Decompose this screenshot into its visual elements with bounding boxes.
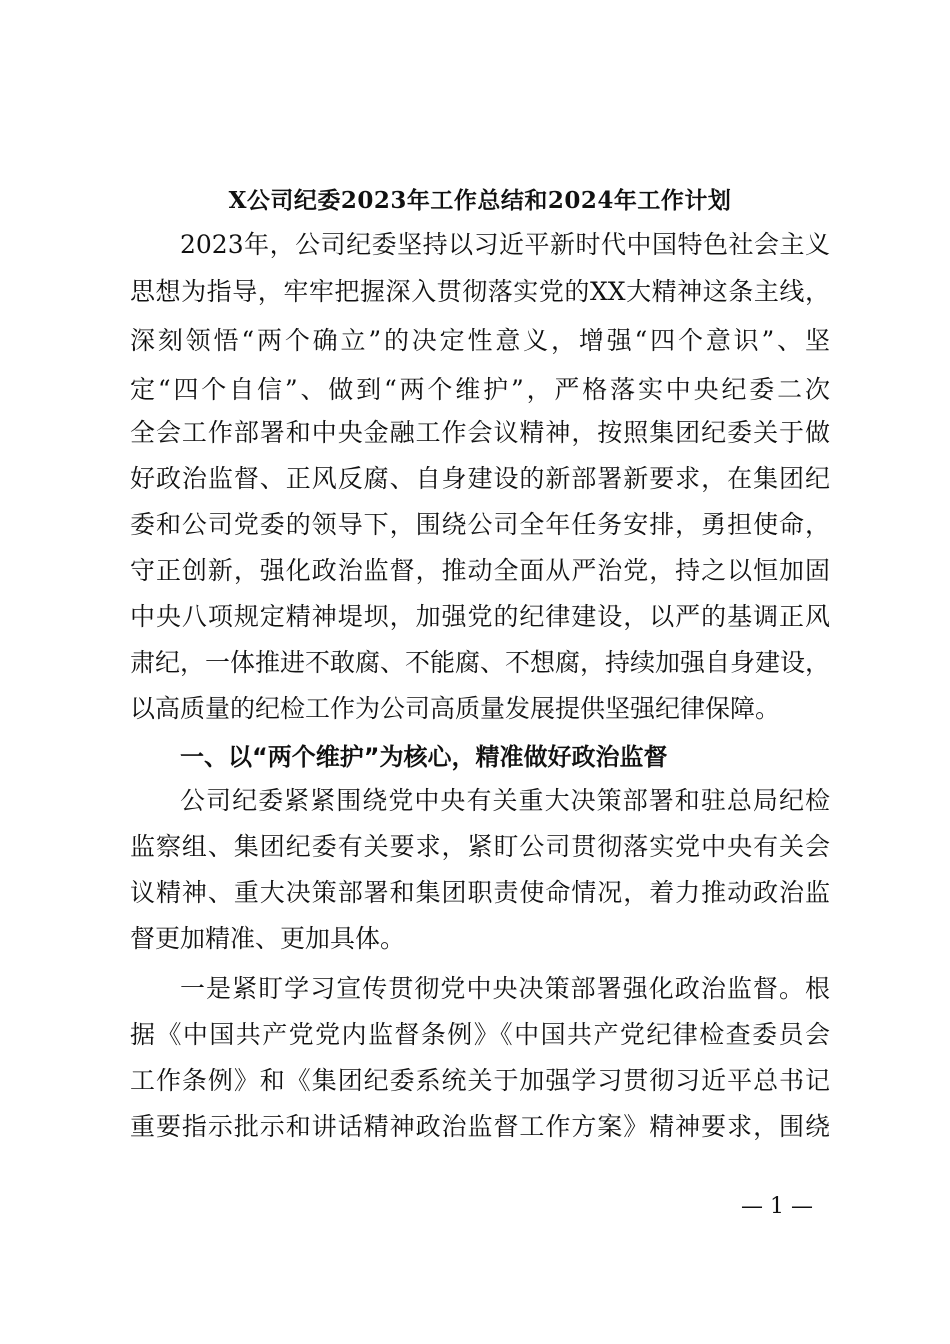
paragraph-line: 督更加精准、更加具体。 bbox=[130, 924, 406, 953]
paragraph-line: 全会工作部署和中央金融工作会议精神，按照集团纪委关于做 bbox=[130, 418, 830, 447]
paragraph-line: 公司纪委紧紧围绕党中央有关重大决策部署和驻总局纪检 bbox=[180, 786, 830, 815]
paragraph-line: 以高质量的纪检工作为公司高质量发展提供坚强纪律保障。 bbox=[130, 694, 781, 723]
paragraph-line: 肃纪，一体推进不敢腐、不能腐、不想腐，持续加强自身建设， bbox=[130, 648, 831, 677]
paragraph-line: 定“四个自信”、做到“两个维护”，严格落实中央纪委二次 bbox=[130, 375, 830, 404]
paragraph-line: 重要指示批示和讲话精神政治监督工作方案》精神要求，围绕 bbox=[130, 1112, 830, 1141]
paragraph-line: 据《中国共产党党内监督条例》《中国共产党纪律检查委员会 bbox=[130, 1020, 830, 1049]
paragraph-line: 守正创新，强化政治监督，推动全面从严治党，持之以恒加固 bbox=[130, 556, 830, 585]
paragraph-line: 思想为指导，牢牢把握深入贯彻落实党的XX大精神这条主线， bbox=[130, 277, 830, 306]
paragraph-line: 委和公司党委的领导下，围绕公司全年任务安排，勇担使命， bbox=[130, 510, 830, 539]
paragraph-line: 中央八项规定精神堤坝，加强党的纪律建设，以严的基调正风 bbox=[130, 602, 830, 631]
paragraph-line: 一是紧盯学习宣传贯彻党中央决策部署强化政治监督。根 bbox=[180, 974, 830, 1003]
paragraph-line: 好政治监督、正风反腐、自身建设的新部署新要求，在集团纪 bbox=[130, 464, 830, 493]
document-title: X公司纪委2023年工作总结和2024年工作计划 bbox=[228, 187, 732, 214]
paragraph-line: 工作条例》和《集团纪委系统关于加强学习贯彻习近平总书记 bbox=[130, 1066, 830, 1095]
paragraph-line: 监察组、集团纪委有关要求，紧盯公司贯彻落实党中央有关会 bbox=[130, 832, 830, 861]
page-number: — 1 — bbox=[741, 1194, 813, 1219]
paragraph-line: 2023年，公司纪委坚持以习近平新时代中国特色社会主义 bbox=[180, 230, 830, 259]
section-heading: 一、以“两个维护”为核心，精准做好政治监督 bbox=[180, 743, 668, 771]
paragraph-line: 议精神、重大决策部署和集团职责使命情况，着力推动政治监 bbox=[130, 878, 830, 907]
paragraph-line: 深刻领悟“两个确立”的决定性意义，增强“四个意识”、坚 bbox=[130, 326, 830, 355]
